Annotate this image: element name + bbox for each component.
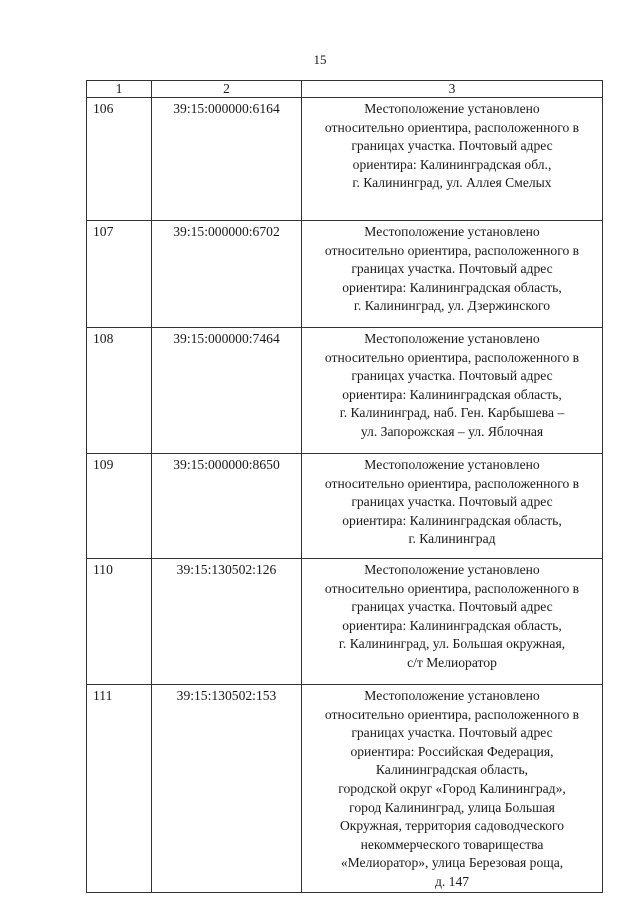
location-line: Местоположение установлено (364, 688, 540, 703)
location-line: границах участка. Почтовый адрес (351, 138, 553, 154)
table-row (87, 328, 603, 454)
location-description (302, 98, 603, 221)
table-row (87, 221, 603, 328)
location-line: г. Калининград, ул. Дзержинского (353, 298, 551, 314)
location-description (302, 559, 603, 685)
location-line: ориентира: Калининградская область, (342, 279, 562, 295)
location-line: относительно ориентира, расположенного в (324, 580, 580, 596)
location-description (302, 454, 603, 559)
location-line: ориентира: Калининградская область, (342, 512, 562, 528)
row-number: 110 (87, 559, 152, 685)
location-line: Калининградская область, (375, 762, 529, 778)
table-header-row (87, 81, 603, 98)
location-line: город Калининград, улица Большая (349, 799, 555, 815)
table-row (87, 98, 603, 221)
cadastral-number: 39:15:000000:8650 (152, 454, 302, 559)
location-line: относительно ориентира, расположенного в (324, 242, 580, 258)
location-line: относительно ориентира, расположенного в (324, 706, 580, 722)
location-line: границах участка. Почтовый адрес (351, 725, 553, 741)
location-line: г. Калининград, ул. Аллея Смелых (352, 175, 552, 191)
location-line: Местоположение установлено (364, 224, 540, 239)
location-line: границах участка. Почтовый адрес (351, 368, 553, 384)
location-line: г. Калининград (408, 531, 496, 547)
table-row (87, 454, 603, 559)
location-line: Местоположение установлено (364, 562, 540, 577)
row-number: 107 (87, 221, 152, 328)
header-col-2: 2 (152, 81, 302, 98)
cadastral-number: 39:15:000000:6164 (152, 98, 302, 221)
location-line: Местоположение установлено (364, 457, 540, 472)
location-line: ориентира: Калининградская область, (342, 386, 562, 402)
page-number: 15 (313, 52, 327, 67)
location-description (302, 685, 603, 893)
location-line: Местоположение установлено (364, 331, 540, 346)
location-line: ориентира: Калининградская обл., (352, 156, 552, 172)
location-line: ориентира: Российская Федерация, (350, 743, 554, 759)
land-plot-table (86, 80, 603, 893)
location-line: д. 147 (434, 873, 470, 889)
location-line: относительно ориентира, расположенного в (324, 119, 580, 135)
location-line: относительно ориентира, расположенного в (324, 349, 580, 365)
location-line: некоммерческого товарищества (360, 836, 544, 852)
header-col-3: 3 (302, 81, 603, 98)
cadastral-number: 39:15:130502:153 (152, 685, 302, 893)
header-col-1: 1 (87, 81, 152, 98)
location-line: границах участка. Почтовый адрес (351, 599, 553, 615)
row-number: 106 (87, 98, 152, 221)
cadastral-number: 39:15:000000:6702 (152, 221, 302, 328)
row-number: 111 (87, 685, 152, 893)
location-line: Местоположение установлено (364, 101, 540, 116)
row-number: 109 (87, 454, 152, 559)
row-number: 108 (87, 328, 152, 454)
location-line: городской округ «Город Калининград», (338, 780, 566, 796)
location-description (302, 328, 603, 454)
location-line: Окружная, территория садоводческого (339, 818, 565, 834)
location-line: границах участка. Почтовый адрес (351, 261, 553, 277)
location-line: «Мелиоратор», улица Березовая роща, (340, 855, 564, 871)
table-row (87, 559, 603, 685)
location-line: ул. Запорожская – ул. Яблочная (360, 423, 544, 439)
location-line: г. Калининград, ул. Большая окружная, (338, 636, 566, 652)
location-line: границах участка. Почтовый адрес (351, 494, 553, 510)
location-description (302, 221, 603, 328)
location-line: г. Калининград, наб. Ген. Карбышева – (339, 405, 565, 421)
location-line: с/т Мелиоратор (407, 654, 497, 670)
table-row (87, 685, 603, 893)
location-line: относительно ориентира, расположенного в (324, 475, 580, 491)
cadastral-number: 39:15:130502:126 (152, 559, 302, 685)
cadastral-number: 39:15:000000:7464 (152, 328, 302, 454)
location-line: ориентира: Калининградская область, (342, 617, 562, 633)
